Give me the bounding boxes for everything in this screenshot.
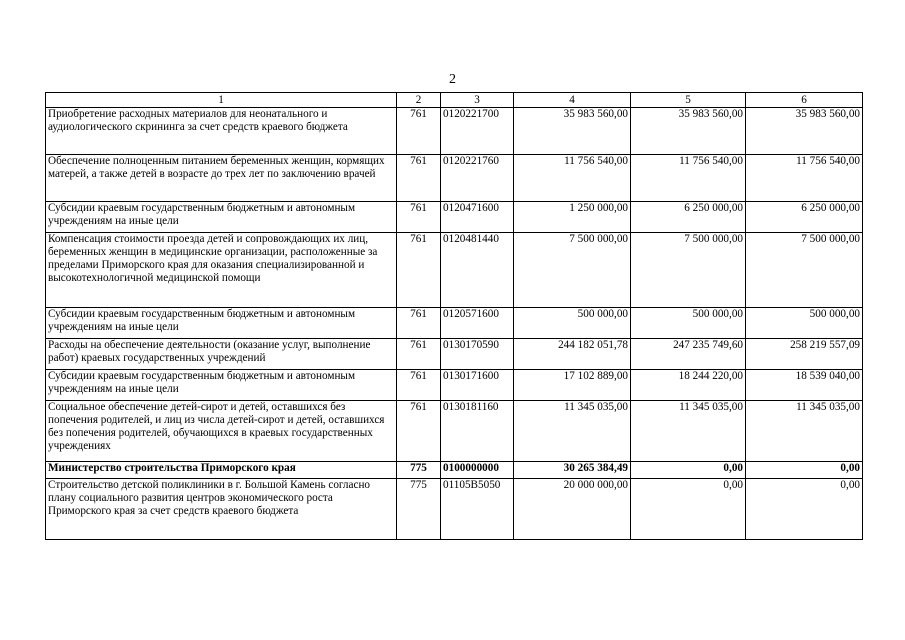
header-col-1: 1 [46,93,397,108]
row-gr: 775 [397,462,441,479]
table-row [46,401,863,462]
row-value-1: 500 000,00 [514,308,631,339]
row-value-3: 6 250 000,00 [746,202,863,233]
row-value-2: 11 345 035,00 [631,401,746,462]
row-value-1: 17 102 889,00 [514,370,631,401]
row-value-3: 258 219 557,09 [746,339,863,370]
row-value-2: 11 756 540,00 [631,155,746,202]
row-value-3: 35 983 560,00 [746,108,863,155]
table-body [46,108,863,540]
row-value-2: 500 000,00 [631,308,746,339]
row-code: 01105В5050 [441,479,514,540]
row-gr: 761 [397,155,441,202]
header-row [46,93,863,108]
header-col-6: 6 [746,93,863,108]
row-value-2: 18 244 220,00 [631,370,746,401]
row-value-1: 11 345 035,00 [514,401,631,462]
table-row [46,479,863,540]
row-name: Расходы на обеспечение деятельности (оказание услуг, выполнение работ) краевых государственных учреждений [46,339,397,370]
row-value-1: 20 000 000,00 [514,479,631,540]
row-name: Субсидии краевым государственным бюджетным и автономным учреждениям на иные цели [46,308,397,339]
row-value-3: 0,00 [746,479,863,540]
row-code: 0120571600 [441,308,514,339]
row-value-3: 0,00 [746,462,863,479]
row-gr: 761 [397,233,441,308]
budget-table [45,92,863,540]
row-gr: 761 [397,370,441,401]
row-gr: 775 [397,479,441,540]
row-value-3: 11 756 540,00 [746,155,863,202]
row-code: 0120221760 [441,155,514,202]
row-gr: 761 [397,308,441,339]
row-value-1: 244 182 051,78 [514,339,631,370]
table-row [46,308,863,339]
row-code: 0130181160 [441,401,514,462]
row-code: 0100000000 [441,462,514,479]
row-name: Строительство детской поликлиники в г. Большой Камень согласно плану социального развития центров экономического роста Приморского края за счет средств краевого бюджета [46,479,397,540]
row-value-3: 7 500 000,00 [746,233,863,308]
table-row [46,339,863,370]
table-row [46,108,863,155]
row-value-2: 35 983 560,00 [631,108,746,155]
table-row [46,155,863,202]
header-col-5: 5 [631,93,746,108]
row-code: 0120481440 [441,233,514,308]
row-gr: 761 [397,339,441,370]
row-value-1: 7 500 000,00 [514,233,631,308]
row-value-2: 247 235 749,60 [631,339,746,370]
row-name: Субсидии краевым государственным бюджетным и автономным учреждениям на иные цели [46,202,397,233]
row-name: Обеспечение полноценным питанием беременных женщин, кормящих матерей, а также детей в возрасте до трех лет по заключению врачей [46,155,397,202]
header-col-4: 4 [514,93,631,108]
row-value-1: 1 250 000,00 [514,202,631,233]
row-value-3: 500 000,00 [746,308,863,339]
row-code: 0130170590 [441,339,514,370]
row-code: 0120221700 [441,108,514,155]
row-value-2: 0,00 [631,479,746,540]
row-name: Компенсация стоимости проезда детей и сопровождающих их лиц, беременных женщин в медицинские организации, расположенные за пределами Приморского края для оказания специализированной и высокотехнологичной медицинской помощи [46,233,397,308]
row-value-3: 11 345 035,00 [746,401,863,462]
row-name: Приобретение расходных материалов для неонатального и аудиологического скрининга за счет средств краевого бюджета [46,108,397,155]
table-row [46,233,863,308]
row-value-1: 35 983 560,00 [514,108,631,155]
page-number: 2 [449,72,456,87]
row-name: Министерство строительства Приморского края [46,462,397,479]
row-gr: 761 [397,202,441,233]
row-value-1: 30 265 384,49 [514,462,631,479]
table-row [46,202,863,233]
row-name: Социальное обеспечение детей-сирот и детей, оставшихся без попечения родителей, и лиц из числа детей-сирот и детей, оставшихся без попечения родителей, обучающихся в краевых государственных учреждениях [46,401,397,462]
row-name: Субсидии краевым государственным бюджетным и автономным учреждениям на иные цели [46,370,397,401]
table-row-total [46,462,863,479]
row-code: 0130171600 [441,370,514,401]
header-col-3: 3 [441,93,514,108]
table-row [46,370,863,401]
row-value-2: 7 500 000,00 [631,233,746,308]
row-code: 0120471600 [441,202,514,233]
row-value-2: 0,00 [631,462,746,479]
row-value-3: 18 539 040,00 [746,370,863,401]
row-value-2: 6 250 000,00 [631,202,746,233]
row-value-1: 11 756 540,00 [514,155,631,202]
header-col-2: 2 [397,93,441,108]
row-gr: 761 [397,401,441,462]
row-gr: 761 [397,108,441,155]
